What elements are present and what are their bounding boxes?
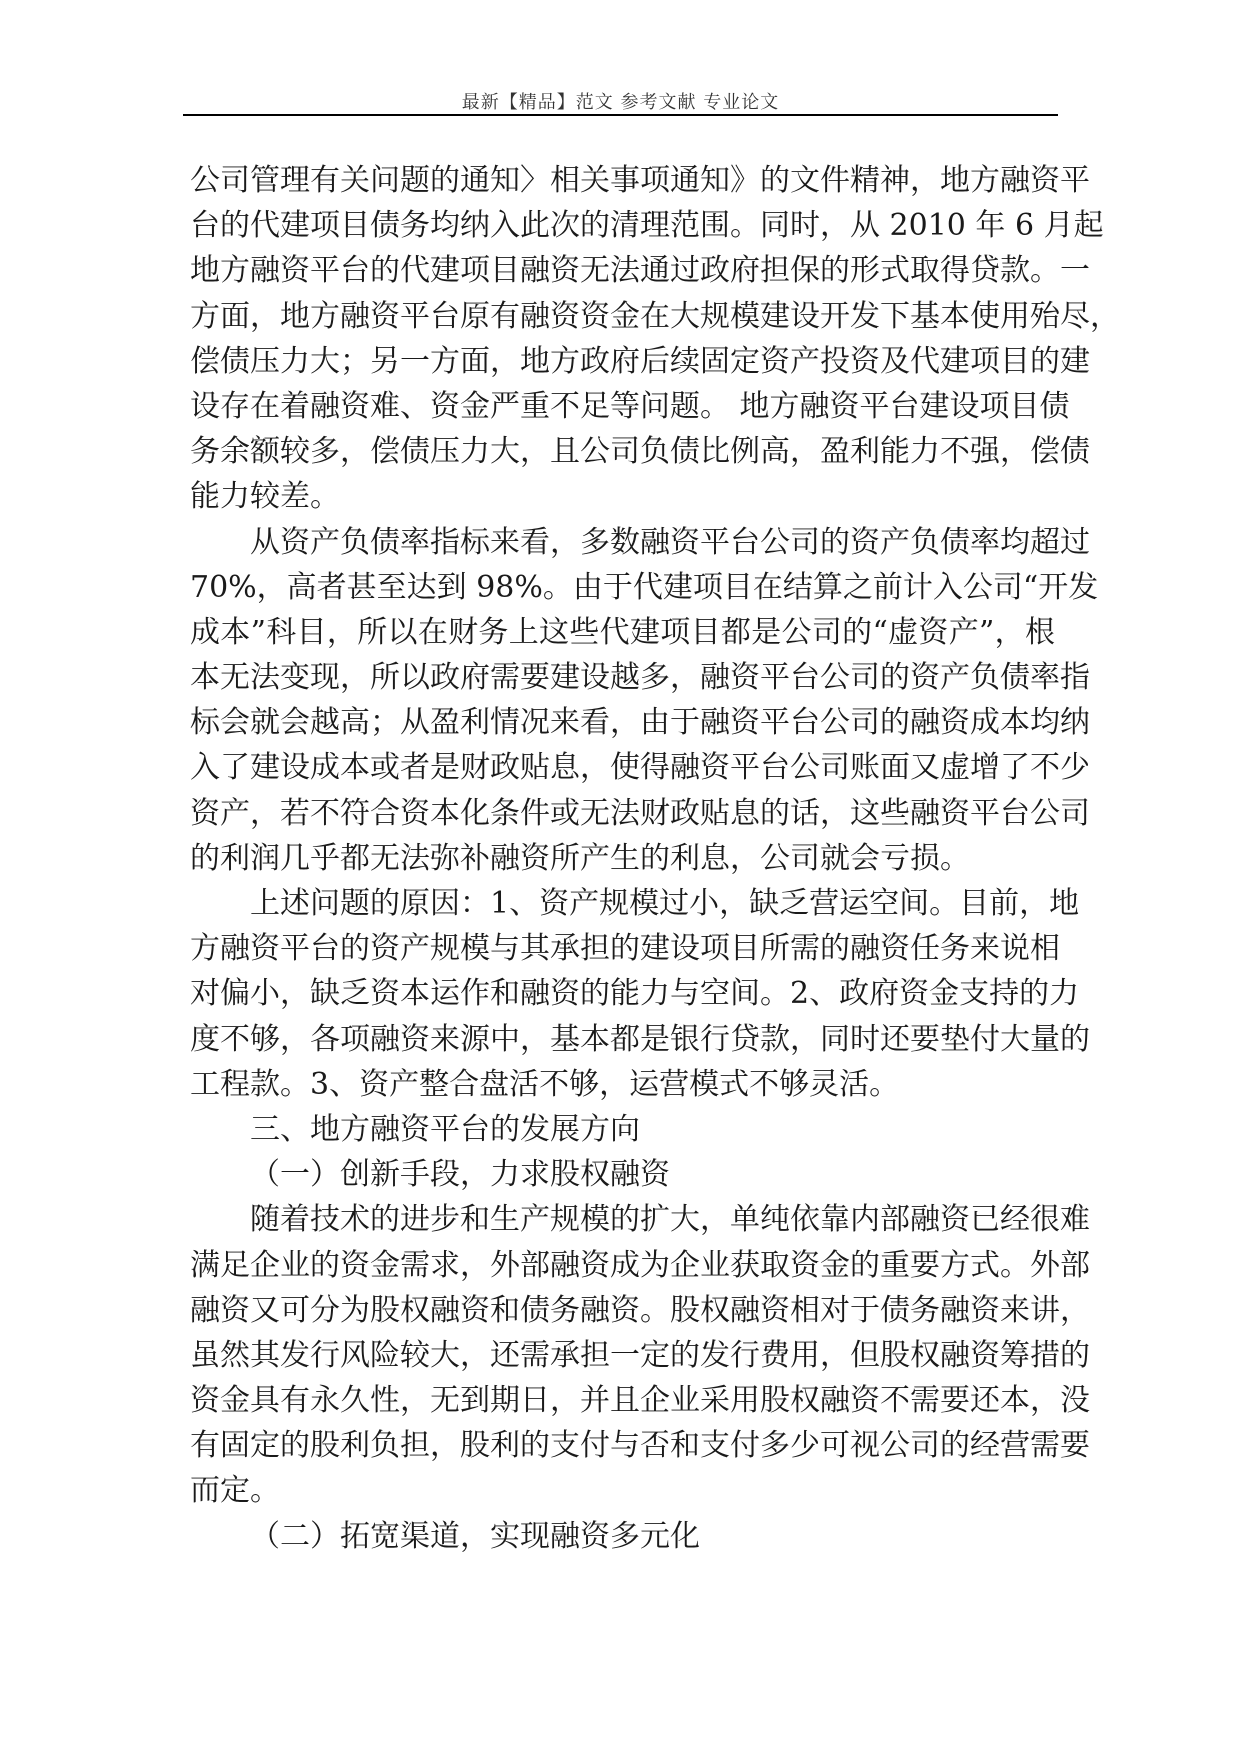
text-line: 虽然其发行风险较大，还需承担一定的发行费用，但股权融资筹措的 (190, 1337, 1090, 1373)
text-line: 务余额较多，偿债压力大，且公司负债比例高，盈利能力不强，偿债 (190, 434, 1090, 470)
text-line: 能力较差。 (190, 479, 340, 515)
text-line: 70%，高者甚至达到 98%。由于代建项目在结算之前计入公司“开发 (190, 569, 1099, 605)
header-rule (183, 114, 1058, 116)
text-line: 资产，若不符合资本化条件或无法财政贴息的话，这些融资平台公司 (190, 795, 1090, 831)
text-line: 的利润几乎都无法弥补融资所产生的利息，公司就会亏损。 (190, 840, 970, 876)
text-line: 地方融资平台的代建项目融资无法通过政府担保的形式取得贷款。一 (190, 253, 1090, 289)
text-line: 对偏小，缺乏资本运作和融资的能力与空间。2、政府资金支持的力 (190, 976, 1080, 1012)
text-line: 满足企业的资金需求，外部融资成为企业获取资金的重要方式。外部 (190, 1247, 1090, 1283)
text-line: 成本”科目，所以在财务上这些代建项目都是公司的“虚资产”，根 (190, 614, 1055, 650)
text-line: 随着技术的进步和生产规模的扩大，单纯依靠内部融资已经很难 (250, 1202, 1090, 1238)
text-line: 设存在着融资难、资金严重不足等问题。 地方融资平台建设项目债 (190, 388, 1070, 424)
document-body (190, 158, 1120, 1559)
text-line: 台的代建项目债务均纳入此次的清理范围。同时，从 2010 年 6 月起 (190, 208, 1104, 244)
subsection-heading: （二）拓宽渠道，实现融资多元化 (250, 1518, 700, 1554)
text-line: 标会就会越高；从盈利情况来看，由于融资平台公司的融资成本均纳 (190, 705, 1090, 741)
text-line: 上述问题的原因：1、资产规模过小，缺乏营运空间。目前，地 (250, 886, 1080, 921)
text-line: 方面，地方融资平台原有融资资金在大规模建设开发下基本使用殆尽， (190, 298, 1120, 334)
text-line: 从资产负债率指标来看，多数融资平台公司的资产负债率均超过 (250, 524, 1090, 560)
text-line: 方融资平台的资产规模与其承担的建设项目所需的融资任务来说相 (190, 931, 1060, 967)
text-line: 有固定的股利负担，股利的支付与否和支付多少可视公司的经营需要 (190, 1428, 1090, 1464)
text-line: 度不够，各项融资来源中，基本都是银行贷款，同时还要垫付大量的 (190, 1021, 1090, 1057)
text-line: 融资又可分为股权融资和债务融资。股权融资相对于债务融资来讲， (190, 1292, 1090, 1328)
text-line: 而定。 (190, 1473, 280, 1509)
text-line: 工程款。3、资产整合盘活不够，运营模式不够灵活。 (190, 1066, 900, 1102)
text-line: 公司管理有关问题的通知〉相关事项通知》的文件精神，地方融资平 (190, 163, 1090, 198)
section-heading: 三、地方融资平台的发展方向 (250, 1111, 640, 1147)
text-line: 偿债压力大；另一方面，地方政府后续固定资产投资及代建项目的建 (190, 343, 1090, 379)
text-line: 资金具有永久性，无到期日，并且企业采用股权融资不需要还本，没 (190, 1383, 1090, 1419)
text-line: 本无法变现，所以政府需要建设越多，融资平台公司的资产负债率指 (190, 660, 1090, 696)
header-text: 最新【精品】范文 参考文献 专业论文 (461, 92, 780, 113)
text-line: 入了建设成本或者是财政贴息，使得融资平台公司账面又虚增了不少 (190, 750, 1090, 786)
subsection-heading: （一）创新手段，力求股权融资 (250, 1157, 670, 1193)
